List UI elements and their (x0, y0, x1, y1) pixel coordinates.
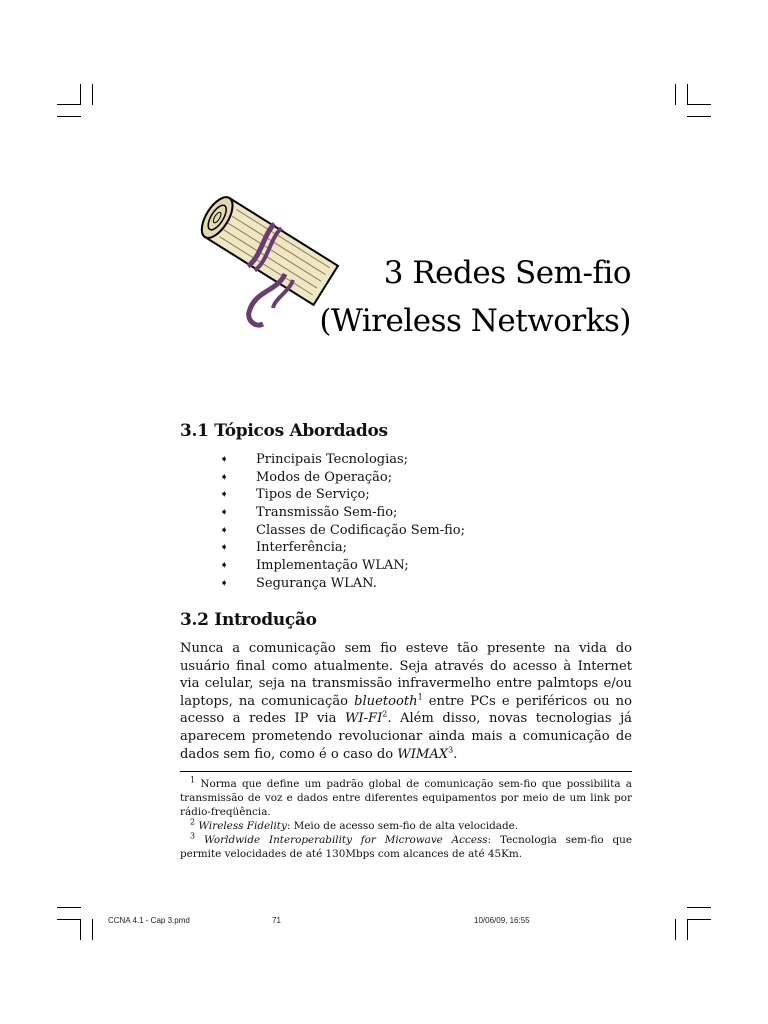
footnote: $^1$ Norma que define um padrão global de comunicação sem-fio que possibilita a transmissão de voz e dados entre diferentes equipamentos por meio de um link por rádio-freqüência. (180, 775, 632, 818)
list-item: ➧ Segurança WLAN. (220, 575, 377, 591)
list-item: ➧ Classes de Codificação Sem-fio; (220, 522, 465, 538)
list-item: ➧ Modos de Operação; (220, 469, 393, 485)
list-item: ➧ Transmissão Sem-fio; (220, 505, 398, 521)
footer-page-number: 71 (272, 916, 281, 925)
list-item: ➧ Tipos de Serviço; (220, 487, 370, 503)
section-heading-intro: 3.2 Introdução (180, 610, 317, 630)
intro-paragraph: Nunca a comunicação sem fio esteve tão presente na vida do usuário final como atualmente. Seja através do acesso à Internet via celular, seja na transmissão infravermelho entre palmtops e/ou laptops, na comunicação bluetooth$^1$ entre PCs e periféricos ou no acesso a redes IP via $WI-FI^2$. Além disso, novas tecnologias já aparecem prometendo revolucionar ainda mais a comunicação de dados sem fio, como é o caso do WIMAX$^3$. (180, 641, 632, 762)
list-item: ➧ Principais Tecnologias; (220, 452, 409, 467)
chapter-title-line2: (Wireless Networks) (319, 303, 631, 339)
section-heading-topics: 3.1 Tópicos Abordados (180, 421, 388, 441)
arrow-bullet-icon: ➧ (220, 542, 229, 554)
footnotes (180, 777, 632, 861)
footnote: $^2$ Wireless Fidelity: Meio de acesso sem-fio de alta velocidade. (190, 817, 519, 832)
footer-filename: CCNA 4.1 - Cap 3.pmd (108, 916, 190, 925)
list-item: ➧ Interferência; (220, 540, 347, 556)
footnote: $^3$ Worldwide Interoperability for Microwave Access: Tecnologia sem-fio que permite velocidades de até 130Mbps com alcances de até 45Km. (180, 831, 632, 860)
arrow-bullet-icon: ➧ (220, 507, 229, 519)
arrow-bullet-icon: ➧ (220, 471, 229, 483)
arrow-bullet-icon: ➧ (220, 560, 229, 572)
topics-list (220, 451, 465, 593)
footnote-divider (180, 771, 632, 772)
footer-datetime: 10/06/09, 16:55 (474, 916, 530, 925)
chapter-title-line1: 3 Redes Sem-fio (383, 255, 631, 291)
arrow-bullet-icon: ➧ (220, 454, 229, 465)
arrow-bullet-icon: ➧ (220, 577, 229, 589)
arrow-bullet-icon: ➧ (220, 524, 229, 536)
arrow-bullet-icon: ➧ (220, 489, 229, 501)
list-item: ➧ Implementação WLAN; (220, 558, 409, 574)
